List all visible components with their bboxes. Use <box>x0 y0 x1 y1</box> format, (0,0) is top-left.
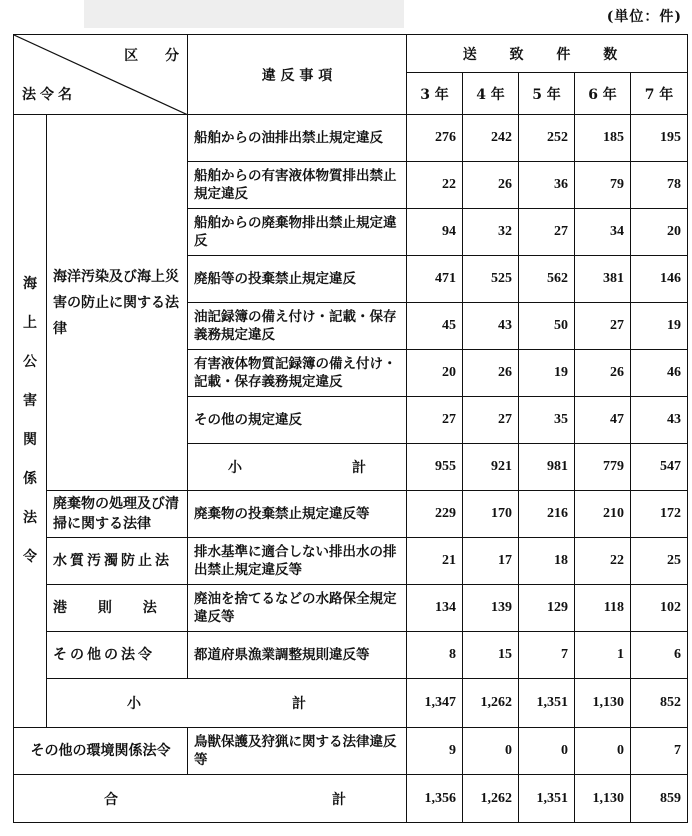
value-cell: 78 <box>631 162 688 209</box>
value-cell: 26 <box>575 350 631 397</box>
value-cell: 36 <box>519 162 575 209</box>
value-cell: 252 <box>519 115 575 162</box>
value-cell: 134 <box>407 585 463 632</box>
value-cell: 35 <box>519 397 575 444</box>
value-cell: 46 <box>631 350 688 397</box>
violation-item: 船舶からの有害液体物質排出禁止規定違反 <box>188 162 407 209</box>
value-cell: 20 <box>631 209 688 256</box>
header-year: 5 年 <box>519 73 575 115</box>
header-year: 6 年 <box>575 73 631 115</box>
table-row <box>14 491 688 538</box>
value-cell: 9 <box>407 728 463 775</box>
group-subtotal-label: 小 計 <box>47 679 407 728</box>
total-cell: 859 <box>631 775 688 823</box>
value-cell: 0 <box>519 728 575 775</box>
table-row <box>14 632 688 679</box>
value-cell: 27 <box>519 209 575 256</box>
subtotal-cell: 779 <box>575 444 631 491</box>
value-cell: 50 <box>519 303 575 350</box>
value-cell: 118 <box>575 585 631 632</box>
table-row <box>14 538 688 585</box>
subtotal-cell: 547 <box>631 444 688 491</box>
subtotal-label: 小 計 <box>188 444 407 491</box>
table-row <box>14 115 688 162</box>
header-violation: 違 反 事 項 <box>188 35 407 115</box>
value-cell: 94 <box>407 209 463 256</box>
subtotal-cell: 1,351 <box>519 679 575 728</box>
violation-item: 廃油を捨てるなどの水路保全規定違反等 <box>188 585 407 632</box>
law-name-env: その他の環境関係法令 <box>14 728 188 775</box>
header-year: 3 年 <box>407 73 463 115</box>
value-cell: 102 <box>631 585 688 632</box>
value-cell: 562 <box>519 256 575 303</box>
table-row <box>14 585 688 632</box>
value-cell: 79 <box>575 162 631 209</box>
subtotal-cell: 981 <box>519 444 575 491</box>
header-sent-count: 送 致 件 数 <box>407 35 688 73</box>
value-cell: 27 <box>575 303 631 350</box>
value-cell: 170 <box>463 491 519 538</box>
total-cell: 1,356 <box>407 775 463 823</box>
value-cell: 0 <box>463 728 519 775</box>
subtotal-row-group <box>14 679 688 728</box>
violation-item: 油記録簿の備え付け・記載・保存義務規定違反 <box>188 303 407 350</box>
value-cell: 185 <box>575 115 631 162</box>
value-cell: 27 <box>463 397 519 444</box>
top-gray-bar <box>84 0 404 28</box>
violation-item: 廃船等の投棄禁止規定違反 <box>188 256 407 303</box>
value-cell: 172 <box>631 491 688 538</box>
header-kubun: 区 分 <box>124 48 179 64</box>
violation-item: 船舶からの廃棄物排出禁止規定違反 <box>188 209 407 256</box>
total-label: 合 計 <box>14 775 407 823</box>
value-cell: 17 <box>463 538 519 585</box>
subtotal-cell: 1,262 <box>463 679 519 728</box>
value-cell: 20 <box>407 350 463 397</box>
value-cell: 19 <box>631 303 688 350</box>
value-cell: 25 <box>631 538 688 585</box>
value-cell: 146 <box>631 256 688 303</box>
value-cell: 26 <box>463 350 519 397</box>
value-cell: 139 <box>463 585 519 632</box>
value-cell: 27 <box>407 397 463 444</box>
value-cell: 1 <box>575 632 631 679</box>
value-cell: 229 <box>407 491 463 538</box>
value-cell: 129 <box>519 585 575 632</box>
violation-item: その他の規定違反 <box>188 397 407 444</box>
header-law-name: 法令名 <box>22 87 76 103</box>
value-cell: 210 <box>575 491 631 538</box>
violation-item: 有害液体物質記録簿の備え付け・記載・保存義務規定違反 <box>188 350 407 397</box>
value-cell: 21 <box>407 538 463 585</box>
value-cell: 216 <box>519 491 575 538</box>
subtotal-cell: 852 <box>631 679 688 728</box>
value-cell: 276 <box>407 115 463 162</box>
value-cell: 47 <box>575 397 631 444</box>
total-cell: 1,262 <box>463 775 519 823</box>
violation-item: 廃棄物の投棄禁止規定違反等 <box>188 491 407 538</box>
value-cell: 18 <box>519 538 575 585</box>
value-cell: 26 <box>463 162 519 209</box>
subtotal-cell: 1,130 <box>575 679 631 728</box>
group-label-marine-pollution: 海 上 公 害 関 係 法 令 <box>14 115 47 728</box>
subtotal-cell: 955 <box>407 444 463 491</box>
value-cell: 15 <box>463 632 519 679</box>
total-cell: 1,130 <box>575 775 631 823</box>
law-name: 廃棄物の処理及び清掃に関する法律 <box>47 491 188 538</box>
value-cell: 242 <box>463 115 519 162</box>
violation-item: 排水基準に適合しない排出水の排出禁止規定違反等 <box>188 538 407 585</box>
value-cell: 22 <box>407 162 463 209</box>
header-year: 4 年 <box>463 73 519 115</box>
header-year: 7 年 <box>631 73 688 115</box>
value-cell: 381 <box>575 256 631 303</box>
value-cell: 8 <box>407 632 463 679</box>
table-row <box>14 728 688 775</box>
violation-item: 鳥獣保護及狩猟に関する法律違反等 <box>188 728 407 775</box>
pollution-cases-table <box>13 34 688 823</box>
value-cell: 34 <box>575 209 631 256</box>
law-name: 水質汚濁防止法 <box>47 538 188 585</box>
subtotal-cell: 1,347 <box>407 679 463 728</box>
law-name-marine: 海洋汚染及び海上災害の防止に関する法律 <box>47 115 188 491</box>
law-name: その他の法令 <box>47 632 188 679</box>
value-cell: 6 <box>631 632 688 679</box>
violation-item: 都道府県漁業調整規則違反等 <box>188 632 407 679</box>
value-cell: 7 <box>519 632 575 679</box>
total-cell: 1,351 <box>519 775 575 823</box>
value-cell: 45 <box>407 303 463 350</box>
value-cell: 22 <box>575 538 631 585</box>
value-cell: 43 <box>631 397 688 444</box>
unit-label: (単位：件) <box>606 9 682 25</box>
law-name: 港 則 法 <box>47 585 188 632</box>
value-cell: 7 <box>631 728 688 775</box>
value-cell: 19 <box>519 350 575 397</box>
value-cell: 0 <box>575 728 631 775</box>
violation-item: 船舶からの油排出禁止規定違反 <box>188 115 407 162</box>
header-diagonal-cell <box>14 35 188 115</box>
subtotal-cell: 921 <box>463 444 519 491</box>
value-cell: 43 <box>463 303 519 350</box>
value-cell: 471 <box>407 256 463 303</box>
value-cell: 32 <box>463 209 519 256</box>
total-row <box>14 775 688 823</box>
value-cell: 525 <box>463 256 519 303</box>
value-cell: 195 <box>631 115 688 162</box>
